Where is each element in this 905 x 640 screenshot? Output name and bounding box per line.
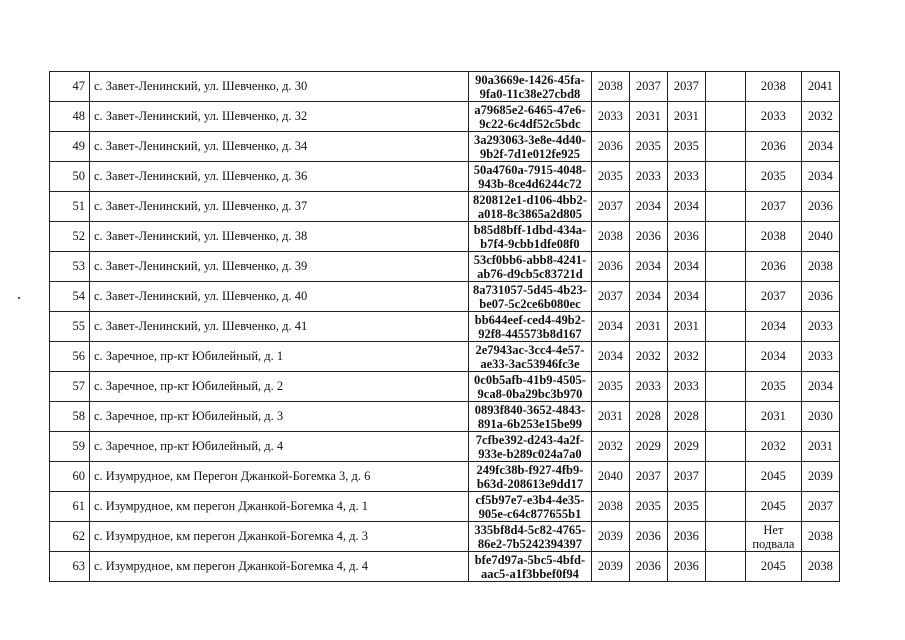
guid-line-2: be07-5c2ce6b080ec bbox=[479, 296, 581, 311]
guid-cell bbox=[469, 522, 592, 552]
table-row bbox=[50, 462, 840, 492]
table-body bbox=[50, 72, 840, 582]
year-cell-1: 2035 bbox=[591, 372, 629, 402]
guid-line-1: 0c0b5afb-41b9-4505- bbox=[474, 372, 586, 387]
year-cell-4 bbox=[705, 282, 745, 312]
table-row bbox=[50, 372, 840, 402]
year-cell-1: 2031 bbox=[591, 402, 629, 432]
guid-line-2: aac5-a1f3bbef0f94 bbox=[481, 566, 579, 581]
year-cell-5: 2038 bbox=[745, 72, 801, 102]
year-cell-5: 2032 bbox=[745, 432, 801, 462]
address-cell: с. Завет-Ленинский, ул. Шевченко, д. 37 bbox=[90, 192, 469, 222]
row-number: 55 bbox=[50, 312, 90, 342]
guid-line-1: b85d8bff-1dbd-434a- bbox=[473, 222, 587, 237]
guid-line-1: 249fc38b-f927-4fb9- bbox=[476, 462, 584, 477]
guid-cell bbox=[469, 372, 592, 402]
housing-table bbox=[49, 71, 840, 582]
year-cell-5: 2045 bbox=[745, 462, 801, 492]
year-cell-5: 2045 bbox=[745, 492, 801, 522]
year-cell-4 bbox=[705, 102, 745, 132]
table-row bbox=[50, 162, 840, 192]
table-row bbox=[50, 492, 840, 522]
address-cell: с. Заречное, пр-кт Юбилейный, д. 4 bbox=[90, 432, 469, 462]
year-cell-3: 2031 bbox=[667, 312, 705, 342]
year-cell-1: 2034 bbox=[591, 312, 629, 342]
table-row bbox=[50, 132, 840, 162]
year-cell-2: 2036 bbox=[629, 552, 667, 582]
guid-line-2: 9c22-6c4df52c5bdc bbox=[479, 116, 581, 131]
year-cell-2: 2028 bbox=[629, 402, 667, 432]
year-cell-3: 2036 bbox=[667, 222, 705, 252]
year-cell-3: 2032 bbox=[667, 342, 705, 372]
year-cell-5: 2036 bbox=[745, 132, 801, 162]
address-cell: с. Изумрудное, км перегон Джанкой-Богемка 4, д. 4 bbox=[90, 552, 469, 582]
row-number: 49 bbox=[50, 132, 90, 162]
guid-line-2: 933e-b289c024a7a0 bbox=[478, 446, 582, 461]
year-cell-3: 2034 bbox=[667, 282, 705, 312]
guid-cell bbox=[469, 432, 592, 462]
guid-line-1: 8a731057-5d45-4b23- bbox=[473, 282, 587, 297]
row-number: 48 bbox=[50, 102, 90, 132]
year-cell-4 bbox=[705, 342, 745, 372]
year-cell-1: 2038 bbox=[591, 222, 629, 252]
guid-line-2: 86e2-7b5242394397 bbox=[477, 536, 583, 551]
guid-cell bbox=[469, 102, 592, 132]
table-row bbox=[50, 252, 840, 282]
year-cell-2: 2037 bbox=[629, 72, 667, 102]
table-row bbox=[50, 282, 840, 312]
year-cell-6: 2038 bbox=[801, 252, 839, 282]
row-number: 62 bbox=[50, 522, 90, 552]
year-cell-2: 2035 bbox=[629, 492, 667, 522]
year-cell-1: 2036 bbox=[591, 132, 629, 162]
guid-line-1: 53cf0bb6-abb8-4241- bbox=[473, 252, 587, 267]
table-row bbox=[50, 522, 840, 552]
year-cell-6: 2036 bbox=[801, 282, 839, 312]
year-cell-2: 2034 bbox=[629, 192, 667, 222]
year-cell-5: 2037 bbox=[745, 282, 801, 312]
year-cell-6: 2032 bbox=[801, 102, 839, 132]
guid-line-1: 3a293063-3e8e-4d40- bbox=[474, 132, 586, 147]
guid-cell bbox=[469, 132, 592, 162]
year-cell-6: 2037 bbox=[801, 492, 839, 522]
table-row bbox=[50, 432, 840, 462]
guid-line-2: 905e-c64c877655b1 bbox=[478, 506, 582, 521]
year-cell-4 bbox=[705, 162, 745, 192]
year-cell-2: 2029 bbox=[629, 432, 667, 462]
year-cell-6: 2040 bbox=[801, 222, 839, 252]
guid-cell bbox=[469, 282, 592, 312]
year-cell-1: 2040 bbox=[591, 462, 629, 492]
guid-cell bbox=[469, 162, 592, 192]
year-cell-1: 2035 bbox=[591, 162, 629, 192]
year-cell-6: 2030 bbox=[801, 402, 839, 432]
guid-cell bbox=[469, 342, 592, 372]
guid-line-1: 90a3669e-1426-45fa- bbox=[475, 72, 585, 87]
address-cell: с. Завет-Ленинский, ул. Шевченко, д. 34 bbox=[90, 132, 469, 162]
guid-line-1: a79685e2-6465-47e6- bbox=[474, 102, 586, 117]
guid-cell bbox=[469, 192, 592, 222]
year-cell-1: 2036 bbox=[591, 252, 629, 282]
address-cell: с. Изумрудное, км перегон Джанкой-Богемка 4, д. 1 bbox=[90, 492, 469, 522]
year-cell-2: 2032 bbox=[629, 342, 667, 372]
guid-line-1: bb644eef-ced4-49b2- bbox=[474, 312, 586, 327]
year-cell-3: 2029 bbox=[667, 432, 705, 462]
year-cell-1: 2037 bbox=[591, 282, 629, 312]
guid-cell bbox=[469, 402, 592, 432]
year-cell-6: 2041 bbox=[801, 72, 839, 102]
year-cell-4 bbox=[705, 432, 745, 462]
guid-line-1: 335bf8d4-5c82-4765- bbox=[474, 522, 586, 537]
year-cell-4 bbox=[705, 252, 745, 282]
address-cell: с. Завет-Ленинский, ул. Шевченко, д. 30 bbox=[90, 72, 469, 102]
guid-line-1: 820812e1-d106-4bb2- bbox=[473, 192, 587, 207]
year-cell-2: 2033 bbox=[629, 372, 667, 402]
guid-line-2: 891a-6b253e15be99 bbox=[477, 416, 583, 431]
year-cell-4 bbox=[705, 462, 745, 492]
year-cell-2: 2037 bbox=[629, 462, 667, 492]
year-cell-2: 2033 bbox=[629, 162, 667, 192]
year-cell-3: 2037 bbox=[667, 462, 705, 492]
year-cell-4 bbox=[705, 192, 745, 222]
guid-line-2: b7f4-9cbb1dfe08f0 bbox=[480, 236, 580, 251]
year-cell-3: 2028 bbox=[667, 402, 705, 432]
row-number: 58 bbox=[50, 402, 90, 432]
year-cell-5: Нет подвала bbox=[745, 522, 801, 552]
year-cell-3: 2033 bbox=[667, 162, 705, 192]
year-cell-6: 2033 bbox=[801, 312, 839, 342]
year-cell-2: 2031 bbox=[629, 102, 667, 132]
year-cell-5: 2035 bbox=[745, 372, 801, 402]
table-row bbox=[50, 342, 840, 372]
year-cell-6: 2034 bbox=[801, 132, 839, 162]
year-cell-1: 2038 bbox=[591, 72, 629, 102]
table-row bbox=[50, 222, 840, 252]
address-cell: с. Завет-Ленинский, ул. Шевченко, д. 38 bbox=[90, 222, 469, 252]
table-row bbox=[50, 192, 840, 222]
year-cell-3: 2033 bbox=[667, 372, 705, 402]
year-cell-2: 2034 bbox=[629, 252, 667, 282]
year-cell-3: 2036 bbox=[667, 522, 705, 552]
row-number: 56 bbox=[50, 342, 90, 372]
year-cell-1: 2033 bbox=[591, 102, 629, 132]
year-cell-2: 2031 bbox=[629, 312, 667, 342]
row-number: 63 bbox=[50, 552, 90, 582]
year-cell-4 bbox=[705, 552, 745, 582]
row-number: 54 bbox=[50, 282, 90, 312]
guid-cell bbox=[469, 72, 592, 102]
year-cell-4 bbox=[705, 402, 745, 432]
year-cell-6: 2034 bbox=[801, 162, 839, 192]
row-number: 52 bbox=[50, 222, 90, 252]
table-row bbox=[50, 312, 840, 342]
address-cell: с. Заречное, пр-кт Юбилейный, д. 3 bbox=[90, 402, 469, 432]
year-cell-3: 2035 bbox=[667, 132, 705, 162]
row-number: 57 bbox=[50, 372, 90, 402]
guid-cell bbox=[469, 312, 592, 342]
table-row bbox=[50, 72, 840, 102]
table-row bbox=[50, 552, 840, 582]
row-number: 53 bbox=[50, 252, 90, 282]
year-cell-5: 2034 bbox=[745, 342, 801, 372]
year-cell-5: 2036 bbox=[745, 252, 801, 282]
year-cell-4 bbox=[705, 372, 745, 402]
year-cell-5: 2037 bbox=[745, 192, 801, 222]
year-cell-1: 2037 bbox=[591, 192, 629, 222]
guid-line-2: ab76-d9cb5c83721d bbox=[477, 266, 583, 281]
year-cell-2: 2035 bbox=[629, 132, 667, 162]
year-cell-6: 2034 bbox=[801, 372, 839, 402]
address-cell: с. Изумрудное, км Перегон Джанкой-Богемка 3, д. 6 bbox=[90, 462, 469, 492]
year-cell-5: 2031 bbox=[745, 402, 801, 432]
guid-cell bbox=[469, 462, 592, 492]
guid-line-1: 0893f840-3652-4843- bbox=[474, 402, 586, 417]
address-cell: с. Изумрудное, км перегон Джанкой-Богемка 4, д. 3 bbox=[90, 522, 469, 552]
table-row bbox=[50, 402, 840, 432]
row-number: 59 bbox=[50, 432, 90, 462]
year-cell-3: 2031 bbox=[667, 102, 705, 132]
row-number: 60 bbox=[50, 462, 90, 492]
year-cell-1: 2038 bbox=[591, 492, 629, 522]
guid-line-2: 9ca8-0ba29bc3b970 bbox=[477, 386, 583, 401]
guid-line-2: 92f8-445573b8d167 bbox=[478, 326, 582, 341]
year-cell-4 bbox=[705, 72, 745, 102]
year-cell-1: 2032 bbox=[591, 432, 629, 462]
year-cell-4 bbox=[705, 132, 745, 162]
guid-cell bbox=[469, 552, 592, 582]
row-number: 50 bbox=[50, 162, 90, 192]
year-cell-2: 2036 bbox=[629, 522, 667, 552]
year-cell-1: 2039 bbox=[591, 522, 629, 552]
year-cell-3: 2036 bbox=[667, 552, 705, 582]
year-cell-6: 2038 bbox=[801, 522, 839, 552]
year-cell-5: 2035 bbox=[745, 162, 801, 192]
guid-line-1: bfe7d97a-5bc5-4bfd- bbox=[474, 552, 586, 567]
year-cell-3: 2035 bbox=[667, 492, 705, 522]
year-cell-6: 2038 bbox=[801, 552, 839, 582]
year-cell-4 bbox=[705, 222, 745, 252]
guid-line-1: 2e7943ac-3cc4-4e57- bbox=[475, 342, 585, 357]
year-cell-5: 2038 bbox=[745, 222, 801, 252]
guid-cell bbox=[469, 252, 592, 282]
guid-cell bbox=[469, 492, 592, 522]
address-cell: с. Завет-Ленинский, ул. Шевченко, д. 41 bbox=[90, 312, 469, 342]
address-cell: с. Заречное, пр-кт Юбилейный, д. 1 bbox=[90, 342, 469, 372]
year-cell-2: 2036 bbox=[629, 222, 667, 252]
year-cell-6: 2036 bbox=[801, 192, 839, 222]
address-cell: с. Завет-Ленинский, ул. Шевченко, д. 40 bbox=[90, 282, 469, 312]
year-cell-6: 2031 bbox=[801, 432, 839, 462]
year-cell-4 bbox=[705, 522, 745, 552]
year-cell-3: 2034 bbox=[667, 192, 705, 222]
address-cell: с. Заречное, пр-кт Юбилейный, д. 2 bbox=[90, 372, 469, 402]
year-cell-4 bbox=[705, 492, 745, 522]
year-cell-2: 2034 bbox=[629, 282, 667, 312]
guid-line-1: cf5b97e7-e3b4-4e35- bbox=[475, 492, 585, 507]
table-row bbox=[50, 102, 840, 132]
year-cell-3: 2034 bbox=[667, 252, 705, 282]
year-cell-1: 2034 bbox=[591, 342, 629, 372]
year-cell-5: 2033 bbox=[745, 102, 801, 132]
year-cell-3: 2037 bbox=[667, 72, 705, 102]
guid-line-2: 9fa0-11c38e27cbd8 bbox=[479, 86, 581, 101]
address-cell: с. Завет-Ленинский, ул. Шевченко, д. 32 bbox=[90, 102, 469, 132]
year-cell-5: 2045 bbox=[745, 552, 801, 582]
row-number: 51 bbox=[50, 192, 90, 222]
guid-line-1: 7cfbe392-d243-4a2f- bbox=[475, 432, 585, 447]
address-cell: с. Завет-Ленинский, ул. Шевченко, д. 39 bbox=[90, 252, 469, 282]
guid-line-1: 50a4760a-7915-4048- bbox=[473, 162, 587, 177]
row-number: 47 bbox=[50, 72, 90, 102]
year-cell-5: 2034 bbox=[745, 312, 801, 342]
guid-line-2: 9b2f-7d1e012fe925 bbox=[479, 146, 580, 161]
guid-line-2: ae33-3ac53946fc3e bbox=[480, 356, 580, 371]
address-cell: с. Завет-Ленинский, ул. Шевченко, д. 36 bbox=[90, 162, 469, 192]
year-cell-6: 2039 bbox=[801, 462, 839, 492]
guid-line-2: 943b-8ce4d6244c72 bbox=[478, 176, 582, 191]
guid-cell bbox=[469, 222, 592, 252]
guid-line-2: b63d-208613e9dd17 bbox=[476, 476, 584, 491]
year-cell-1: 2039 bbox=[591, 552, 629, 582]
row-number: 61 bbox=[50, 492, 90, 522]
year-cell-4 bbox=[705, 312, 745, 342]
guid-line-2: a018-8c3865a2d805 bbox=[477, 206, 583, 221]
stray-mark bbox=[18, 297, 20, 299]
year-cell-6: 2033 bbox=[801, 342, 839, 372]
